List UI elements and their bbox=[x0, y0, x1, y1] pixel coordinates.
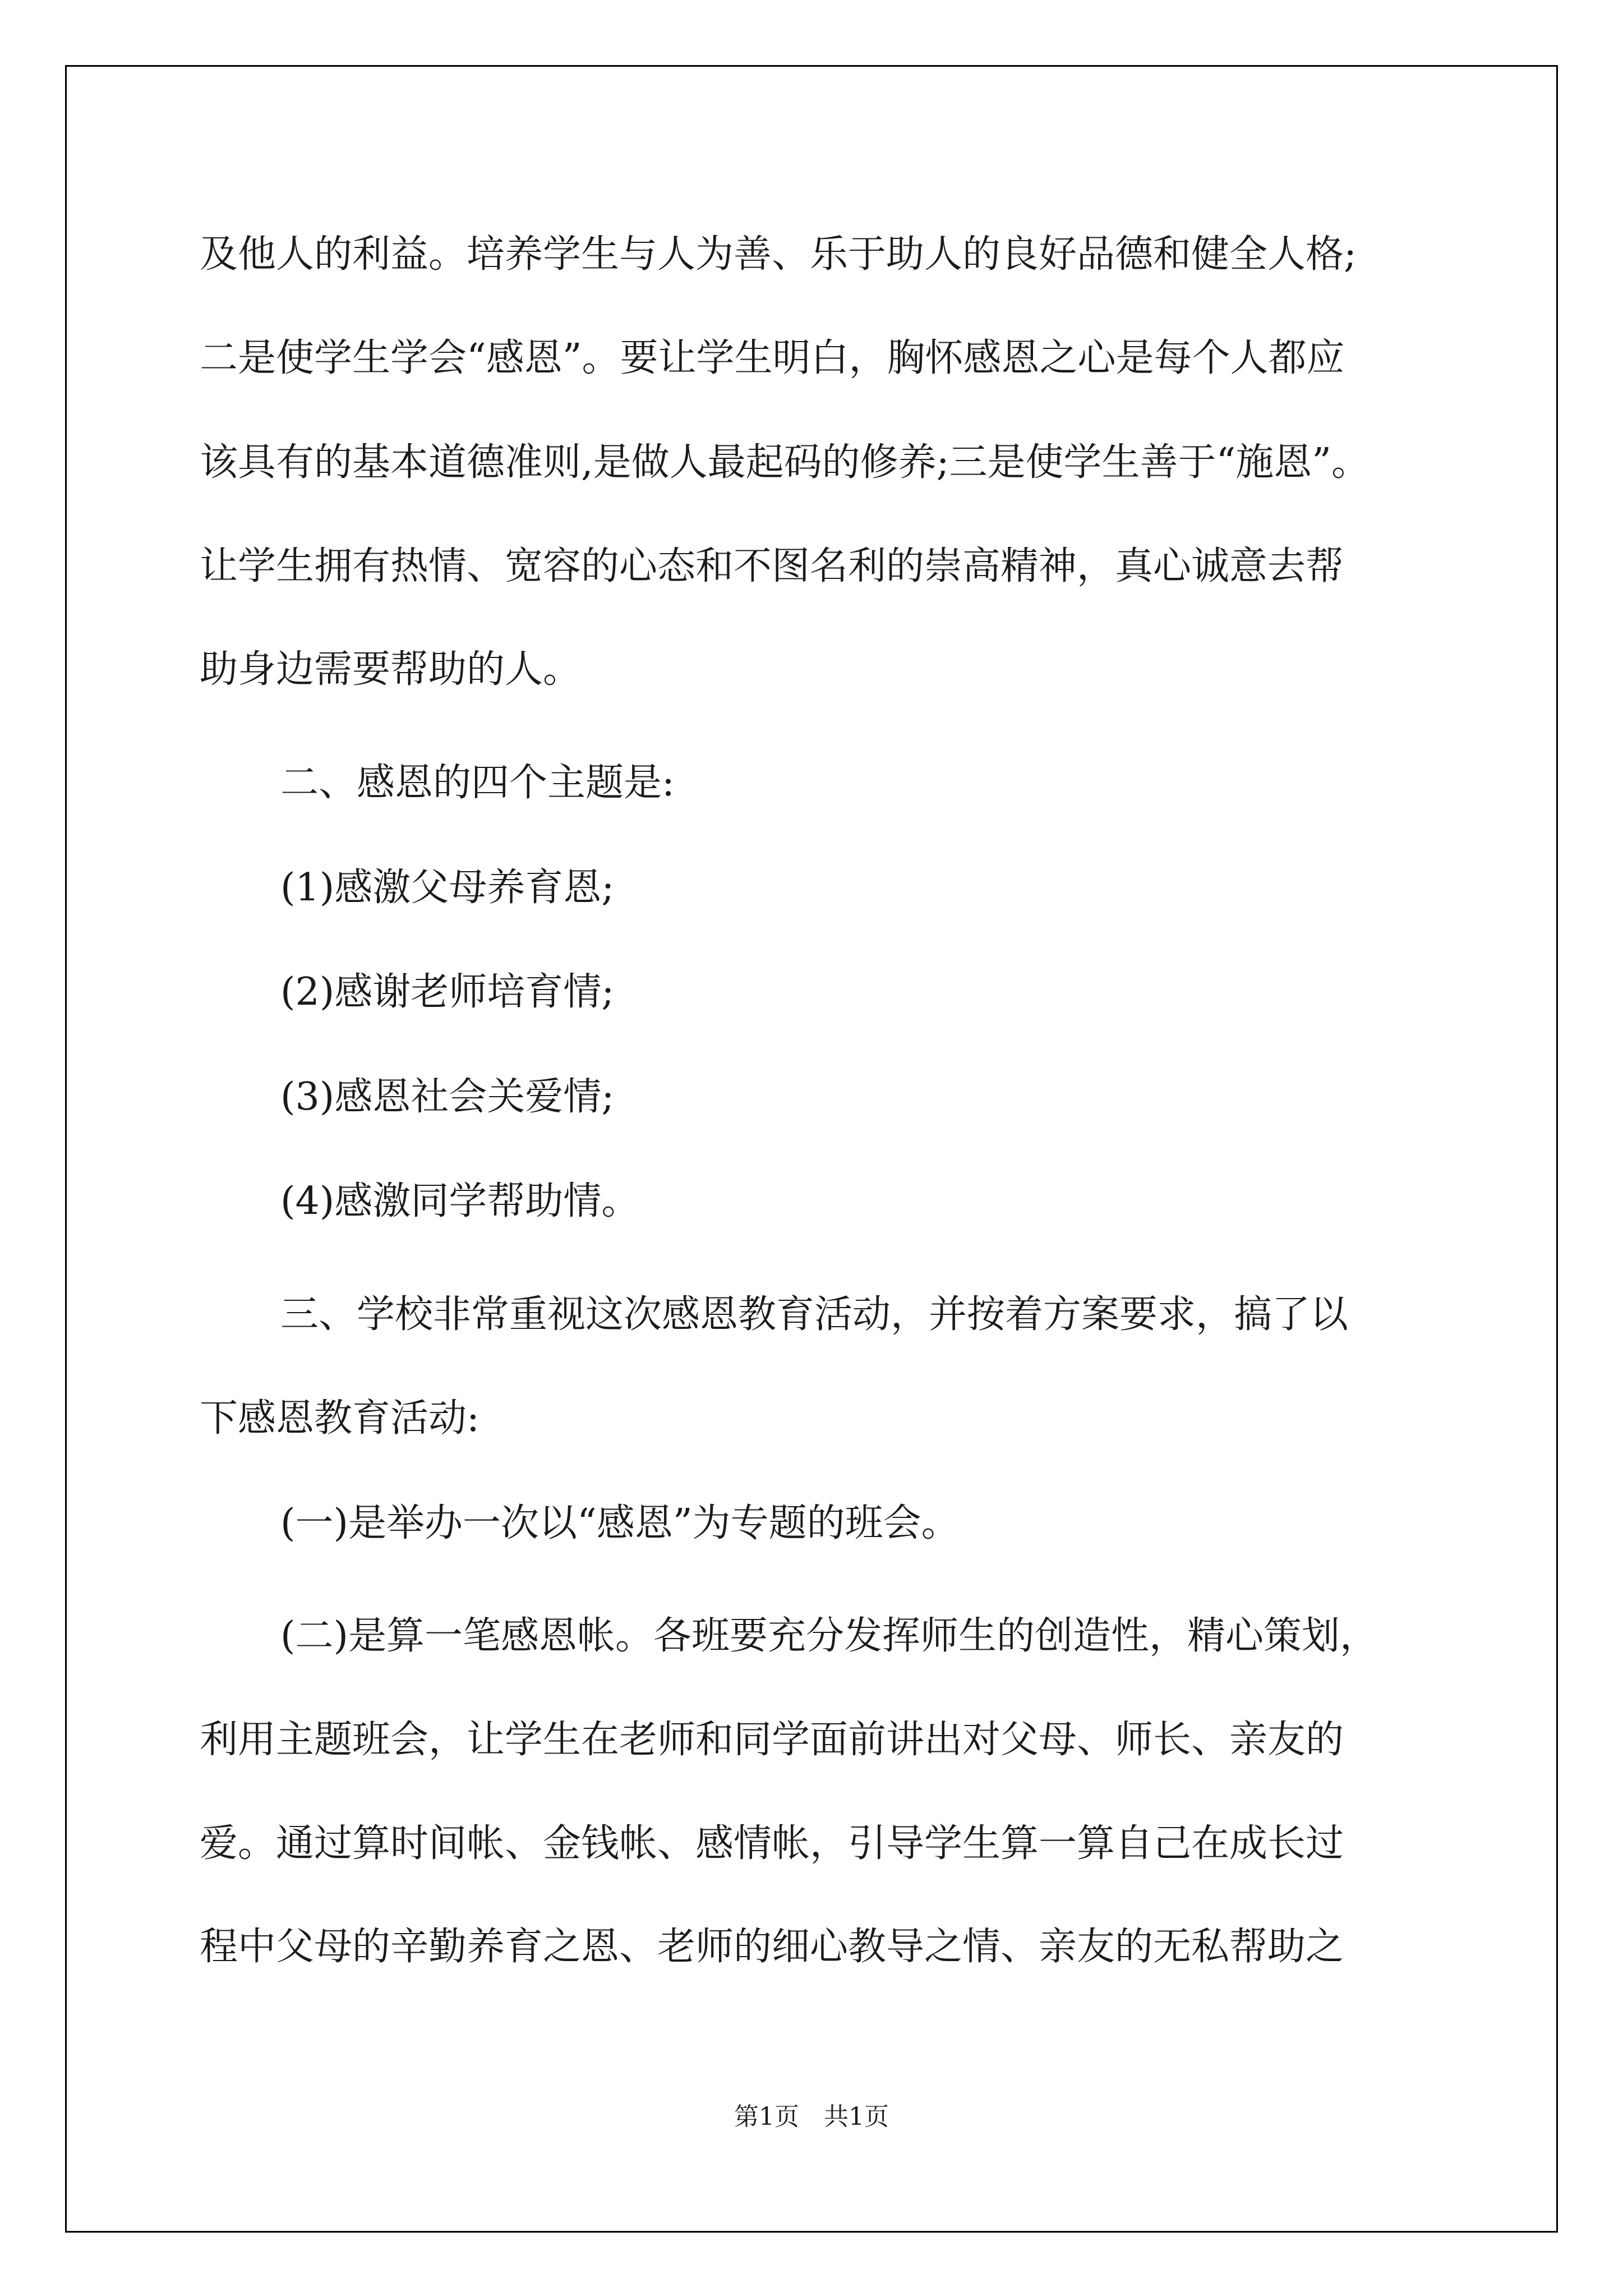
list-item: (3)感恩社会关爱情; bbox=[280, 1075, 615, 1119]
body-line: 程中父母的辛勤养育之恩、老师的细心教导之情、亲友的无私帮助之 bbox=[200, 1925, 1344, 1969]
page-number: 第1页 bbox=[734, 2102, 799, 2131]
body-line: 利用主题班会，让学生在老师和同学面前讲出对父母、师长、亲友的 bbox=[200, 1718, 1344, 1762]
section-heading: 三、学校非常重视这次感恩教育活动，并按着方案要求，搞了以 bbox=[280, 1292, 1349, 1337]
body-line: 该具有的基本道德准则,是做人最起码的修养;三是使学生善于“施恩”。 bbox=[200, 440, 1370, 485]
page-border bbox=[65, 65, 1558, 2233]
page-total: 共1页 bbox=[824, 2102, 889, 2131]
body-line: 二是使学生学会“感恩”。要让学生明白，胸怀感恩之心是每个人都应 bbox=[200, 336, 1345, 380]
list-item: (2)感谢老师培育情; bbox=[280, 970, 615, 1014]
body-line: 爱。通过算时间帐、金钱帐、感情帐，引导学生算一算自己在成长过 bbox=[200, 1821, 1344, 1866]
list-item: (二)是算一笔感恩帐。各班要充分发挥师生的创造性，精心策划， bbox=[280, 1614, 1378, 1658]
list-item: (一)是举办一次以“感恩”为专题的班会。 bbox=[280, 1501, 960, 1545]
body-line: 下感恩教育活动: bbox=[200, 1396, 479, 1441]
body-line: 让学生拥有热情、宽容的心态和不图名利的崇高精神，真心诚意去帮 bbox=[200, 544, 1344, 588]
list-item: (1)感激父母养育恩; bbox=[280, 866, 615, 910]
body-line: 及他人的利益。培养学生与人为善、乐于助人的良好品德和健全人格; bbox=[200, 232, 1357, 277]
body-line: 助身边需要帮助的人。 bbox=[200, 647, 582, 692]
section-heading: 二、感恩的四个主题是: bbox=[280, 761, 675, 805]
page-footer bbox=[0, 2102, 1623, 2131]
list-item: (4)感激同学帮助情。 bbox=[280, 1179, 640, 1223]
